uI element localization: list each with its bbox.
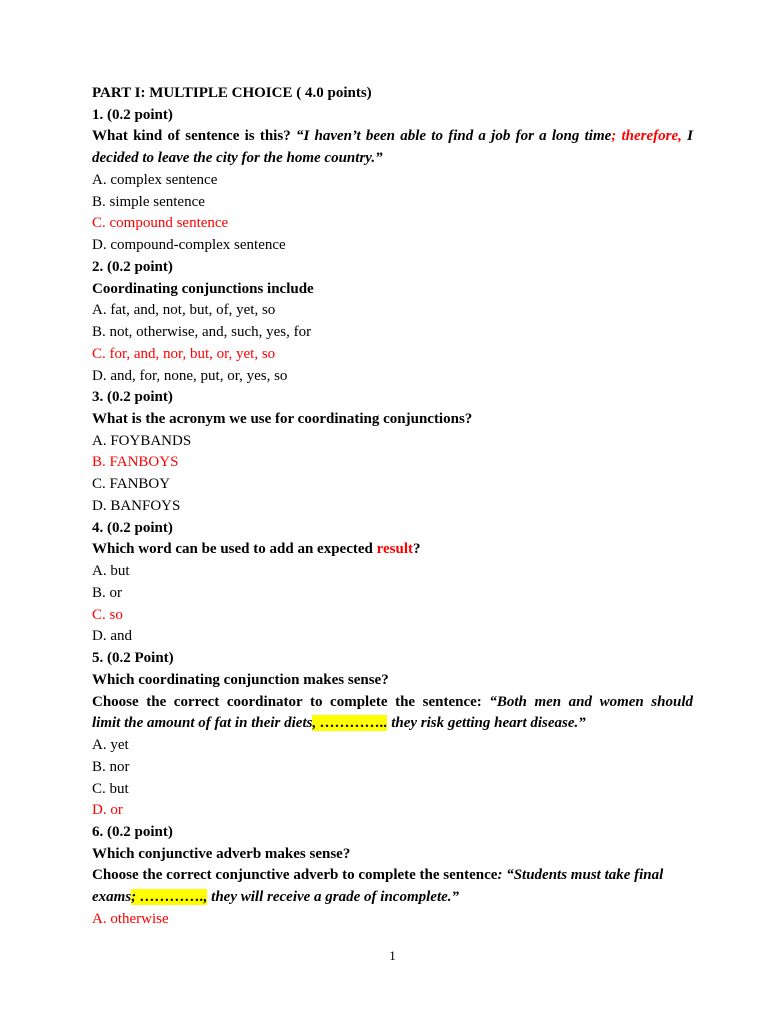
- question-4: [92, 518, 693, 648]
- question-prompt: Which conjunctive adverb makes sense?: [92, 845, 351, 862]
- quoted-sentence-continued: limit the amount of fat in their diets: [92, 715, 313, 732]
- question-5: [92, 648, 693, 822]
- answer-option-b: B. simple sentence: [92, 193, 205, 210]
- question-instruction: [92, 692, 693, 714]
- answer-option-c: C. FANBOY: [92, 476, 171, 493]
- question-1: [92, 105, 693, 257]
- answer-option-a: A. yet: [92, 737, 129, 754]
- blank-highlight: ; ………….,: [131, 889, 208, 906]
- page-content: [92, 83, 693, 931]
- answer-option-a: A. FOYBANDS: [92, 432, 192, 449]
- question-instruction: [92, 865, 693, 887]
- answer-option-d: D. and: [92, 628, 132, 645]
- quoted-sentence-end: they will receive a grade of incomplete.”: [207, 889, 460, 906]
- part-heading: PART I: MULTIPLE CHOICE ( 4.0 points): [92, 85, 372, 101]
- question-label: 2. (0.2 point): [92, 258, 173, 275]
- quoted-sentence-continued: I: [681, 128, 693, 145]
- question-prompt: Coordinating conjunctions include: [92, 280, 314, 297]
- prompt-punctuation: ?: [413, 541, 421, 558]
- answer-option-a-correct: A. otherwise: [92, 910, 169, 927]
- emphasized-word: result: [376, 541, 413, 558]
- question-3: [92, 387, 693, 517]
- quoted-sentence-continued: exams: [92, 889, 132, 906]
- question-label: 5. (0.2 Point): [92, 650, 174, 667]
- instruction-text: Choose the correct conjunctive adverb to complete the sentence: [92, 867, 498, 884]
- answer-option-a: A. fat, and, not, but, of, yet, so: [92, 302, 276, 319]
- answer-option-d: D. BANFOYS: [92, 497, 181, 514]
- answer-option-a: A. complex sentence: [92, 171, 218, 188]
- question-instruction-continued: [92, 887, 693, 909]
- answer-option-b: B. nor: [92, 758, 130, 775]
- answer-option-c: C. but: [92, 780, 129, 797]
- question-label: 1. (0.2 point): [92, 106, 173, 123]
- question-label: 6. (0.2 point): [92, 823, 173, 840]
- answer-option-d: D. and, for, none, put, or, yes, so: [92, 367, 288, 384]
- answer-option-c-correct: C. for, and, nor, but, or, yet, so: [92, 345, 276, 362]
- prompt-lead-text: Which word can be used to add an expected: [92, 541, 377, 558]
- page-number: 1: [389, 948, 396, 963]
- answer-option-b: B. or: [92, 584, 122, 601]
- question-prompt: [92, 539, 693, 561]
- answer-option-a: A. but: [92, 563, 130, 580]
- question-prompt: Which coordinating conjunction makes sense?: [92, 671, 389, 688]
- quoted-sentence: : “Students must take final: [497, 867, 664, 884]
- answer-option-d: D. compound-complex sentence: [92, 237, 286, 254]
- emphasized-connector: ; therefore,: [611, 128, 682, 145]
- answer-option-b: B. not, otherwise, and, such, yes, for: [92, 324, 312, 341]
- question-6: [92, 822, 693, 931]
- answer-option-b-correct: B. FANBOYS: [92, 454, 179, 471]
- answer-option-c-correct: C. compound sentence: [92, 215, 229, 232]
- quoted-sentence-end: they risk getting heart disease.”: [387, 715, 586, 732]
- question-instruction-continued: [92, 713, 693, 735]
- question-label: 4. (0.2 point): [92, 519, 173, 536]
- blank-highlight: , …………..: [312, 715, 388, 732]
- question-prompt: What is the acronym we use for coordinating conjunctions?: [92, 411, 473, 428]
- answer-option-d-correct: D. or: [92, 802, 123, 819]
- question-prompt: [92, 126, 693, 148]
- question-prompt-continued: decided to leave the city for the home country.”: [92, 150, 383, 167]
- answer-option-c-correct: C. so: [92, 606, 123, 623]
- question-label: 3. (0.2 point): [92, 389, 173, 406]
- quoted-sentence: “Both men and women should: [489, 693, 694, 710]
- quoted-sentence: “I haven’t been able to find a job for a long time: [295, 128, 612, 145]
- prompt-lead-text: What kind of sentence is this?: [92, 128, 296, 145]
- question-2: [92, 257, 693, 387]
- instruction-text: Choose the correct coordinator to complete the sentence:: [92, 693, 490, 710]
